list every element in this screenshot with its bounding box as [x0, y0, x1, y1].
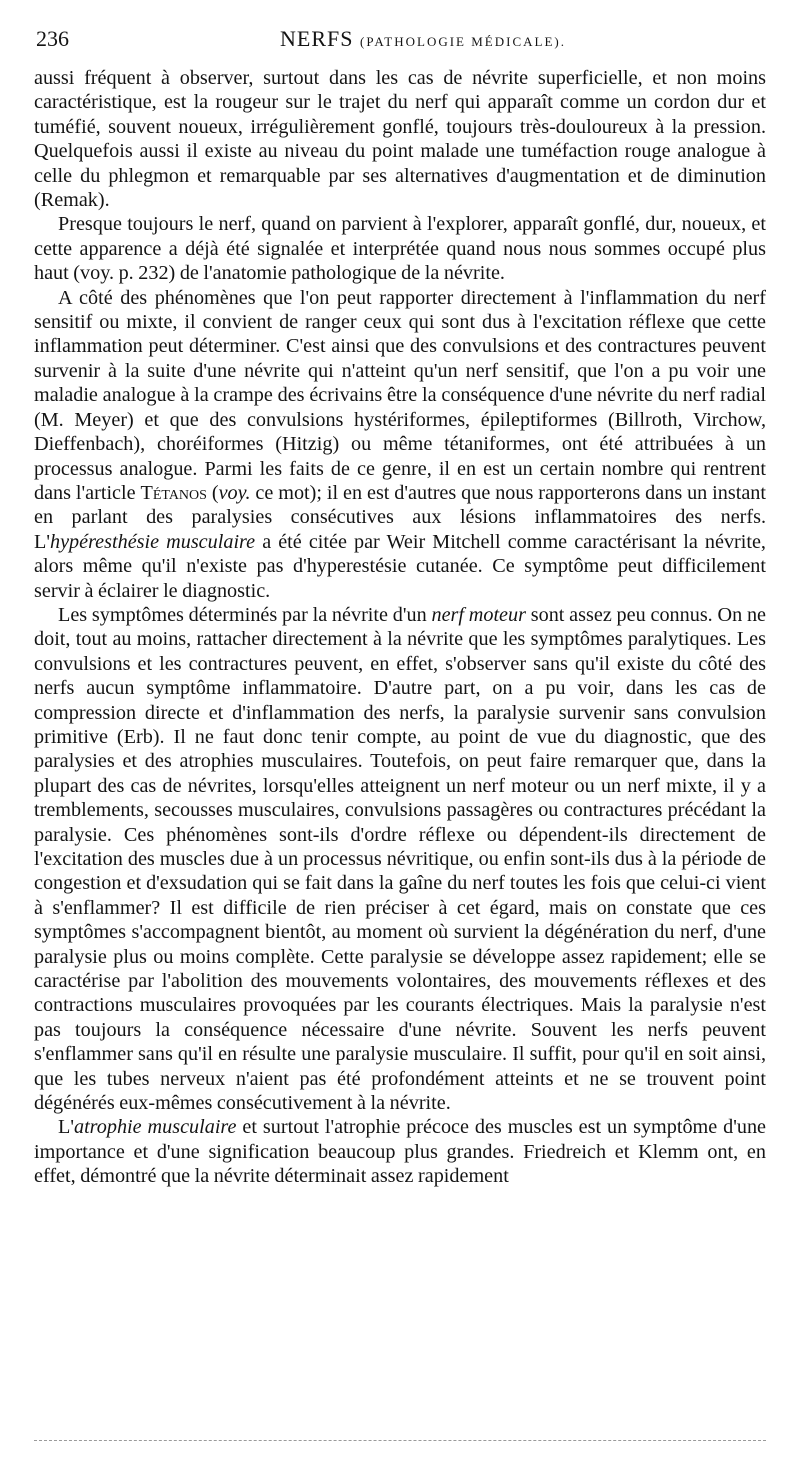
small-caps-tetanos: Tétanos — [140, 481, 207, 504]
paragraph-4-part-2: sont assez peu connus. On ne doit, tout au moins, rattacher directement à la névrite que les symptômes paralytiques. Les convulsions et les contractures peuvent, en effet, s'observer sans qu'il existe du côté des nerfs aucun symptôme inflammatoire. D'autre part, on a pu voir, dans les cas de compression directe et d'inflammation des nerfs, la paralysie survenir sans convulsion primitive (Erb). Il ne faut donc tenir compte, au point de vue du diagnostic, que des paralysies et des atrophies musculaires. Toutefois, on peut faire remarquer que, dans la plupart des cas de névrites, lorsqu'elles atteignent un nerf moteur ou un nerf mixte, il y a tremblements, secousses musculaires, convulsions passagères ou contractures précédant la paralysie. Ces phénomènes sont-ils d'ordre réflexe ou dépendent-ils directement de l'excitation des muscles due à un processus névritique, ou enfin sont-ils dus à la période de congestion et d'exsudation qui se fait dans la gaîne du nerf toutes les fois que celui-ci vient à s'enflammer? Il est difficile de rien préciser à cet égard, mais on constate que ces symptômes s'accompagnent bientôt, au moment où survient la dégénération du nerf, d'une paralysie plus ou moins complète. Cette paralysie se développe assez rapidement; elle se caractérise par l'abolition des mouvements volontaires, des mouvements réflexes et des contractions musculaires provoquées par les courants électriques. Mais la paralysie n'est pas toujours la conséquence nécessaire d'une névrite. Souvent les nerfs peuvent s'enflammer sans qu'il en résulte une paralysie musculaire. Il suffit, pour qu'il en soit ainsi, que les tubes nerveux n'aient pas été profondément atteints et ne se trouvent point dégénérés eux-mêmes consécutivement à la névrite. — [34, 603, 767, 1115]
paragraph-3-part-1: A côté des phénomènes que l'on peut rapporter directement à l'inflammation du nerf sensitif ou mixte, il convient de ranger ceux qui sont dus à l'excitation réflexe que cette inflammation peut déterminer. C'est ainsi que des convulsions et des contractures peuvent survenir à la suite d'une névrite qui n'atteint qu'un nerf sensitif, que l'on a pu voir une maladie analogue à la crampe des écrivains être la conséquence d'une névrite du nerf radial (M. Meyer) et que des convulsions hystériformes, épileptiformes (Billroth, Virchow, Dieffenbach), choréiformes (Hitzig) ou même tétaniformes, ont été attribuées à un processus analogue. Parmi les faits de ce genre, il en est un certain nombre qui rentrent dans l'article — [34, 286, 766, 504]
italic-hyperesthesie: hypéresthésie musculaire — [49, 530, 256, 553]
running-title-main: NERFS — [280, 26, 354, 51]
italic-atrophie: atrophie musculaire — [73, 1116, 237, 1139]
running-title — [280, 26, 566, 52]
italic-nerf-moteur: nerf moteur — [431, 603, 526, 626]
paragraph-1: aussi fréquent à observer, surtout dans les cas de névrite superficielle, et non moins caractéristique, est la rougeur sur le trajet du nerf qui apparaît comme un cordon dur et tuméfié, souvent noueux, irrégulièrement gonflé, toujours très-douloureux à la pression. Quelquefois aussi il existe au niveau du point malade une tuméfaction rouge analogue à celle du phlegmon et remarquable par ses alternatives d'augmentation et de diminution (Remak). — [34, 67, 766, 212]
page-header — [34, 26, 766, 66]
paragraph-2: Presque toujours le nerf, quand on parvient à l'explorer, apparaît gonflé, dur, noueux, et cette apparence a déjà été signalée et interprétée quand nous nous sommes occupé plus haut (voy. p. 232) de l'anatomie pathologique de la névrite. — [34, 213, 766, 285]
page-number: 236 — [36, 26, 69, 51]
running-title-sub: (PATHOLOGIE MÉDICALE). — [359, 34, 566, 49]
paragraph-3-part-3: a été citée par Weir Mitchell comme caractérisant la névrite, alors même qu'il n'existe pas d'hyperestésie cutanée. Ce symptôme peut difficilement servir à éclairer le diagnostic. — [34, 530, 766, 602]
footer-rule — [34, 1440, 766, 1441]
page — [34, 26, 766, 1189]
paragraph-5 — [34, 1115, 766, 1188]
paragraph-4 — [34, 603, 766, 1116]
italic-voy: voy. — [218, 481, 251, 504]
paragraph-5-part-2: et surtout l'atrophie précoce des muscles est un symptôme d'une importance et d'une signification beaucoup plus grandes. Friedreich et Klemm ont, en effet, démontré que la névrite déterminait assez rapidement — [34, 1116, 766, 1188]
body-text — [34, 66, 766, 1189]
paragraph-4-part-1: Les symptômes déterminés par la névrite d'un — [58, 603, 432, 626]
paragraph-3-part-2: ce mot); il en est d'autres que nous rapporterons dans un instant en parlant des paralysies consécutives aux lésions inflammatoires des nerfs. L' — [34, 481, 766, 553]
paragraph-5-part-1: L' — [58, 1116, 74, 1139]
paragraph-3: A côté des phénomènes que l'on peut rapporter directement à l'inflammation du nerf sensitif ou mixte, il convient de ranger ceux qui sont dus à l'excitation réflexe que cette inflammation peut déterminer. C'est ainsi que des convulsions et des contractures peuvent survenir à la suite d'une névrite qui n'atteint qu'un nerf sensitif, que l'on a pu voir une maladie analogue à la crampe des écrivains être la conséquence d'une névrite du nerf radial (M. Meyer) et que des convulsions hystériformes, épileptiformes (Billroth, Virchow, Dieffenbach), choréiformes (Hitzig) ou même tétaniformes, ont été attribuées à un processus analogue. Parmi les faits de ce genre, il en est un certain nombre qui rentrent dans l'article Tétanos (voy. ce mot); il en est d'autres que nous rapporterons dans un instant en parlant des paralysies consécutives aux lésions inflammatoires des nerfs. L'hypéresthésie musculaire a été citée par Weir Mitchell comme caractérisant la névrite, alors même qu'il n'existe pas d'hyperestésie cutanée. Ce symptôme peut difficilement servir à éclairer le diagnostic. — [34, 286, 766, 602]
